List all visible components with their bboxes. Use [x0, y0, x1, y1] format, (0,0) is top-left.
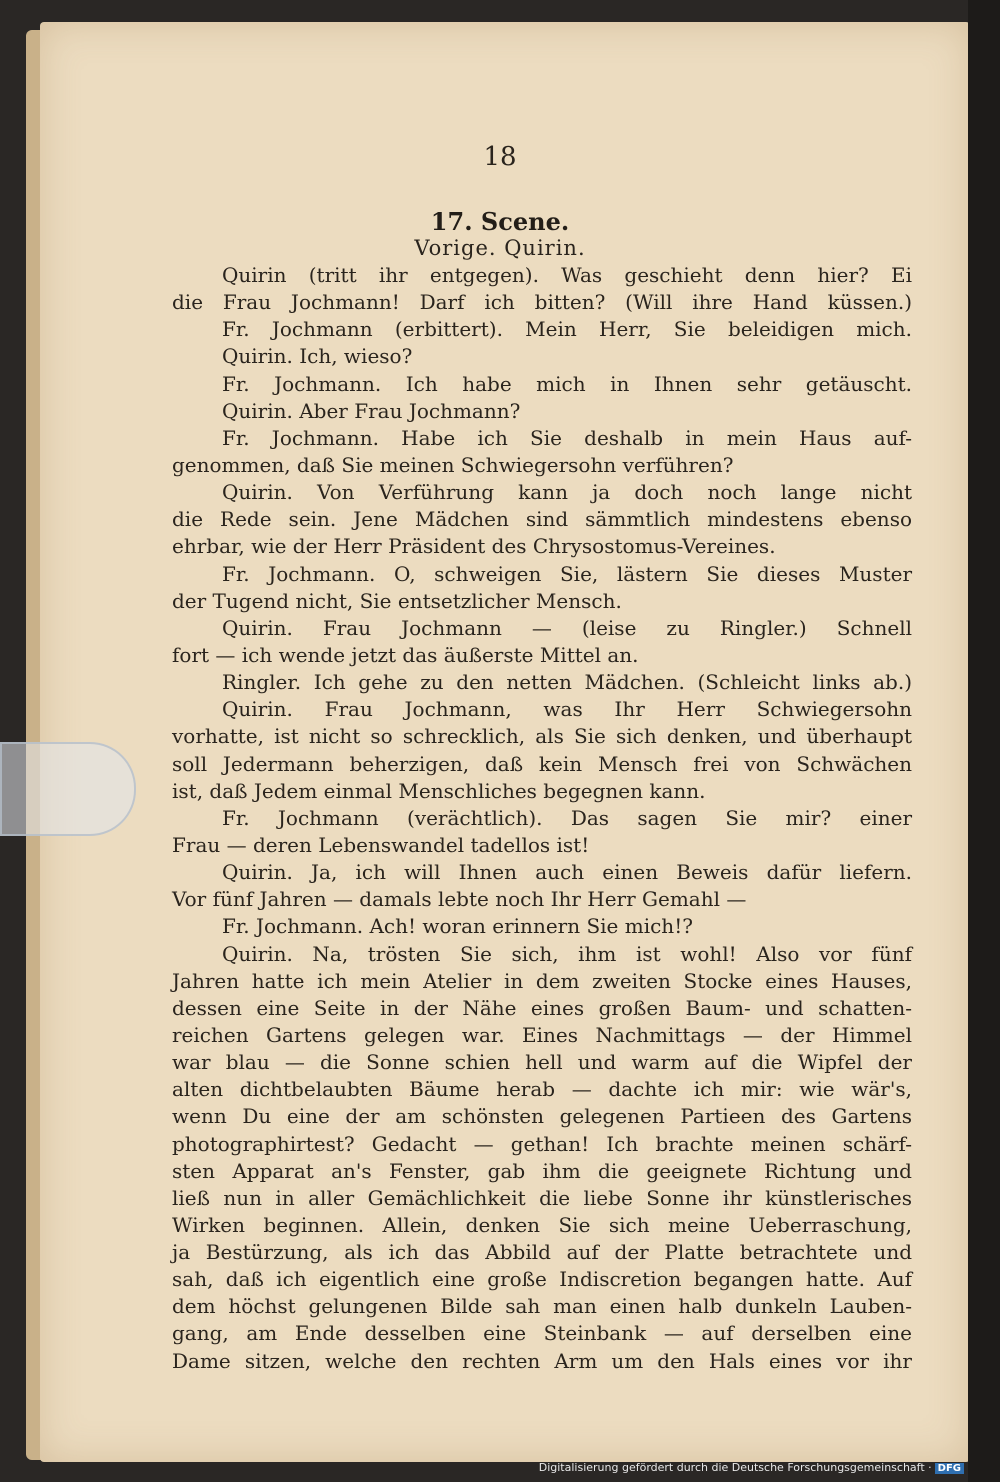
text-line: dessen eine Seite in der Nähe eines großen Baum- und schatten-	[172, 995, 912, 1020]
text-line: sten Apparat an's Fenster, gab ihm die geeignete Richtung und	[172, 1158, 912, 1183]
text-line: fort — ich wende jetzt das äußerste Mittel an.	[172, 642, 639, 667]
text-line: gang, am Ende desselben eine Steinbank — auf derselben eine	[172, 1321, 912, 1346]
text-line: Frau — deren Lebenswandel tadellos ist!	[172, 832, 590, 857]
text-line: Quirin. Na, trösten Sie sich, ihm ist wohl! Also vor fünf	[222, 941, 912, 966]
text-line: Quirin. Frau Jochmann, was Ihr Herr Schwiegersohn	[222, 697, 912, 722]
text-line: ist, daß Jedem einmal Menschliches begegnen kann.	[172, 778, 706, 803]
text-line: Fr. Jochmann. Ich habe mich in Ihnen sehr getäuscht.	[222, 371, 912, 396]
page-number: 18	[483, 142, 517, 172]
page-clip	[0, 742, 136, 836]
text-line: wenn Du eine der am schönsten gelegenen Partieen des Gartens	[172, 1104, 912, 1129]
text-line: photographirtest? Gedacht — gethan! Ich brachte meinen schärf-	[172, 1131, 912, 1156]
text-line: Quirin. Von Verführung kann ja doch noch lange nicht	[222, 480, 912, 505]
text-line: Quirin. Frau Jochmann — (leise zu Ringler.) Schnell	[222, 615, 912, 640]
text-line: vorhatte, ist nicht so schrecklich, als Sie sich denken, und überhaupt	[172, 724, 912, 749]
text-line: die Rede sein. Jene Mädchen sind sämmtlich mindestens ebenso	[172, 507, 912, 532]
text-line: Quirin. Ich, wieso?	[222, 344, 413, 369]
text-line: alten dichtbelaubten Bäume herab — dachte ich mir: wie wär's,	[172, 1077, 912, 1102]
digitization-footer	[539, 1461, 964, 1474]
text-line: ehrbar, wie der Herr Präsident des Chrysostomus-Vereines.	[172, 534, 776, 559]
text-line: die Frau Jochmann! Darf ich bitten? (Will ihre Hand küssen.)	[172, 290, 912, 315]
text-line: Fr. Jochmann. Ach! woran erinnern Sie mich!?	[222, 914, 693, 939]
footer-text: Digitalisierung gefördert durch die Deutsche Forschungsgemeinschaft ·	[538, 1461, 932, 1474]
text-line: Fr. Jochmann (verächtlich). Das sagen Sie mir? einer	[222, 805, 912, 830]
dfg-logo-icon: DFG	[935, 1463, 964, 1474]
text-line: sah, daß ich eigentlich eine große Indiscretion begangen hatte. Auf	[172, 1267, 912, 1292]
text-line: Quirin (tritt ihr entgegen). Was geschieht denn hier? Ei	[222, 263, 912, 287]
text-line: Fr. Jochmann. Habe ich Sie deshalb in mein Haus auf-	[222, 425, 912, 450]
text-line: Fr. Jochmann (erbittert). Mein Herr, Sie beleidigen mich.	[222, 317, 912, 342]
text-line: dem höchst gelungenen Bilde sah man einen halb dunkeln Lauben-	[172, 1294, 912, 1319]
scene-title: 17. Scene.	[430, 207, 570, 236]
text-line: ja Bestürzung, als ich das Abbild auf der Platte betrachtete und	[172, 1240, 912, 1265]
text-line: genommen, daß Sie meinen Schwiegersohn verführen?	[172, 452, 734, 477]
text-line: Dame sitzen, welche den rechten Arm um den Hals eines vor ihr	[172, 1348, 912, 1373]
body-text	[172, 262, 912, 1375]
text-line: Quirin. Ja, ich will Ihnen auch einen Beweis dafür liefern.	[222, 860, 912, 885]
text-line: reichen Gartens gelegen war. Eines Nachmittags — der Himmel	[172, 1022, 912, 1047]
text-line: Wirken beginnen. Allein, denken Sie sich meine Ueberraschung,	[172, 1212, 912, 1237]
text-line: ließ nun in aller Gemächlichkeit die liebe Sonne ihr künstlerisches	[172, 1185, 912, 1210]
text-line: Fr. Jochmann. O, schweigen Sie, lästern Sie dieses Muster	[222, 561, 912, 586]
text-line: Jahren hatte ich mein Atelier in dem zweiten Stocke eines Hauses,	[172, 968, 912, 993]
scene-cast: Vorige. Quirin.	[414, 236, 586, 260]
text-line: Vor fünf Jahren — damals lebte noch Ihr Herr Gemahl —	[172, 887, 747, 912]
text-line: Quirin. Aber Frau Jochmann?	[222, 398, 521, 423]
text-line: der Tugend nicht, Sie entsetzlicher Mensch.	[172, 588, 622, 613]
text-line: war blau — die Sonne schien hell und warm auf die Wipfel der	[172, 1050, 912, 1075]
text-line: soll Jedermann beherzigen, daß kein Mensch frei von Schwächen	[172, 751, 912, 776]
text-line: Ringler. Ich gehe zu den netten Mädchen. (Schleicht links ab.)	[222, 670, 912, 695]
